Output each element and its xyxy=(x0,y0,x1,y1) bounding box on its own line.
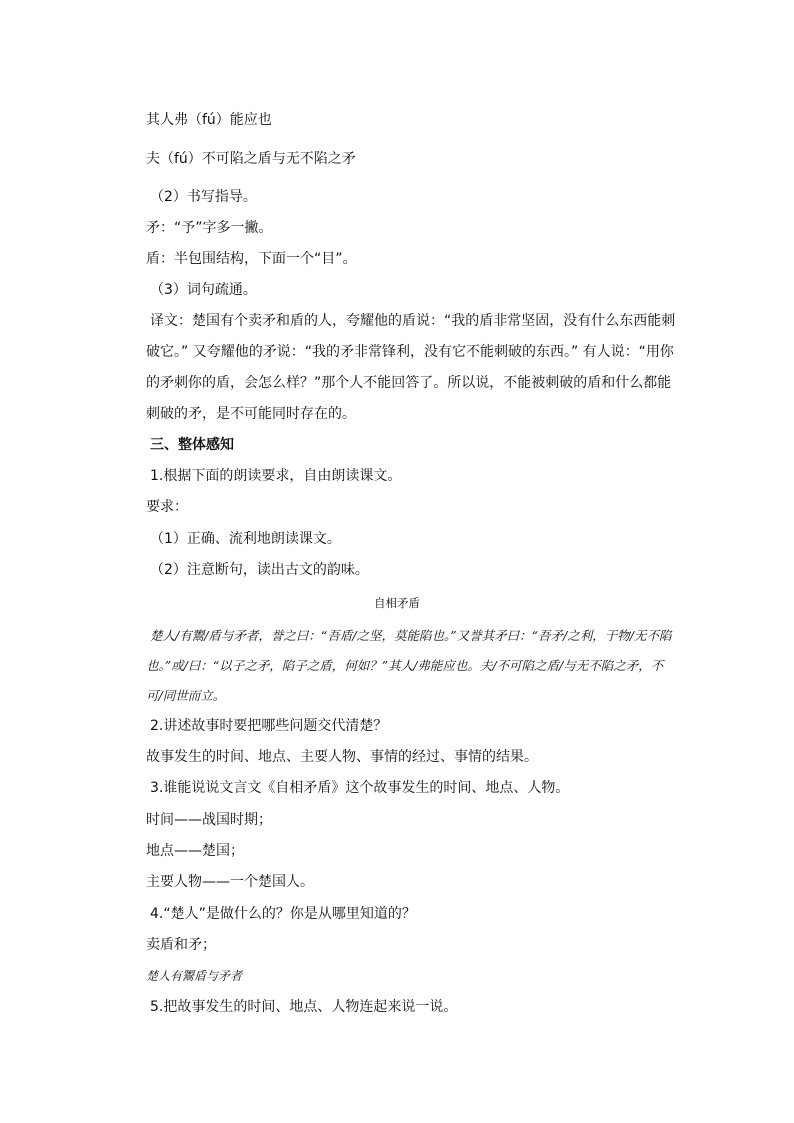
requirements-label: 要求： xyxy=(146,499,188,515)
section-heading-overall: 三、整体感知 xyxy=(150,437,234,453)
question-5: 5.把故事发生的时间、地点、人物连起来说一说。 xyxy=(150,999,458,1015)
classic-title: 自相矛盾 xyxy=(374,596,420,610)
answer-2: 故事发生的时间、地点、主要人物、事情的经过、事情的结果。 xyxy=(146,749,538,765)
answer-person: 主要人物——一个楚国人。 xyxy=(146,874,314,890)
quote-4: 楚人有鬻盾与矛者 xyxy=(146,969,243,983)
question-2: 2.讲述故事时要把哪些问题交代清楚？ xyxy=(150,718,388,734)
question-1: 1.根据下面的朗读要求，自由朗读课文。 xyxy=(150,468,402,484)
line-dun: 盾：半包围结构，下面一个“目”。 xyxy=(146,251,357,267)
translation-paragraph: 译文：楚国有个卖矛和盾的人，夸耀他的盾说：“我的盾非常坚固，没有什么东西能刺破它。” 又夸耀他的矛说：“我的矛非常锋利，没有它不能刺破的东西。” 有人说：“用你的矛刺你的盾，会怎么样？”那个人不能回答了。所以说，不能被刺破的盾和什么都能刺破的矛，是不可能同时存在的。 xyxy=(146,313,676,422)
line-qirenfu: 其人弗（fú）能应也 xyxy=(146,112,272,128)
requirement-2: （2）注意断句，读出古文的韵味。 xyxy=(150,562,369,578)
answer-4: 卖盾和矛； xyxy=(146,937,216,953)
line-mao: 矛：“予”字多一撇。 xyxy=(146,220,273,236)
line-fubukexian: 夫（fú）不可陷之盾与无不陷之矛 xyxy=(146,151,356,167)
question-4: 4.“楚人”是做什么的？你是从哪里知道的？ xyxy=(150,906,416,922)
classic-text: 楚人/有鬻/盾与矛者，誉之曰：“吾盾/之坚，莫能陷也。”又誉其矛曰：“吾矛/之利，于物/无不陷也。”或/曰：“以子之矛，陷子之盾，何如？”其人/弗能应也。夫/不可陷之盾/与无不陷之矛，不可/同世而立。 xyxy=(146,628,672,703)
line-writing-guide: （2）书写指导。 xyxy=(150,189,257,205)
answer-time: 时间——战国时期； xyxy=(146,812,272,828)
answer-place: 地点——楚国； xyxy=(146,843,244,859)
requirement-1: （1）正确、流利地朗读课文。 xyxy=(150,531,341,547)
line-sentence-guide: （3）词句疏通。 xyxy=(150,282,257,298)
question-3: 3.谁能说说文言文《自相矛盾》这个故事发生的时间、地点、人物。 xyxy=(150,780,570,796)
